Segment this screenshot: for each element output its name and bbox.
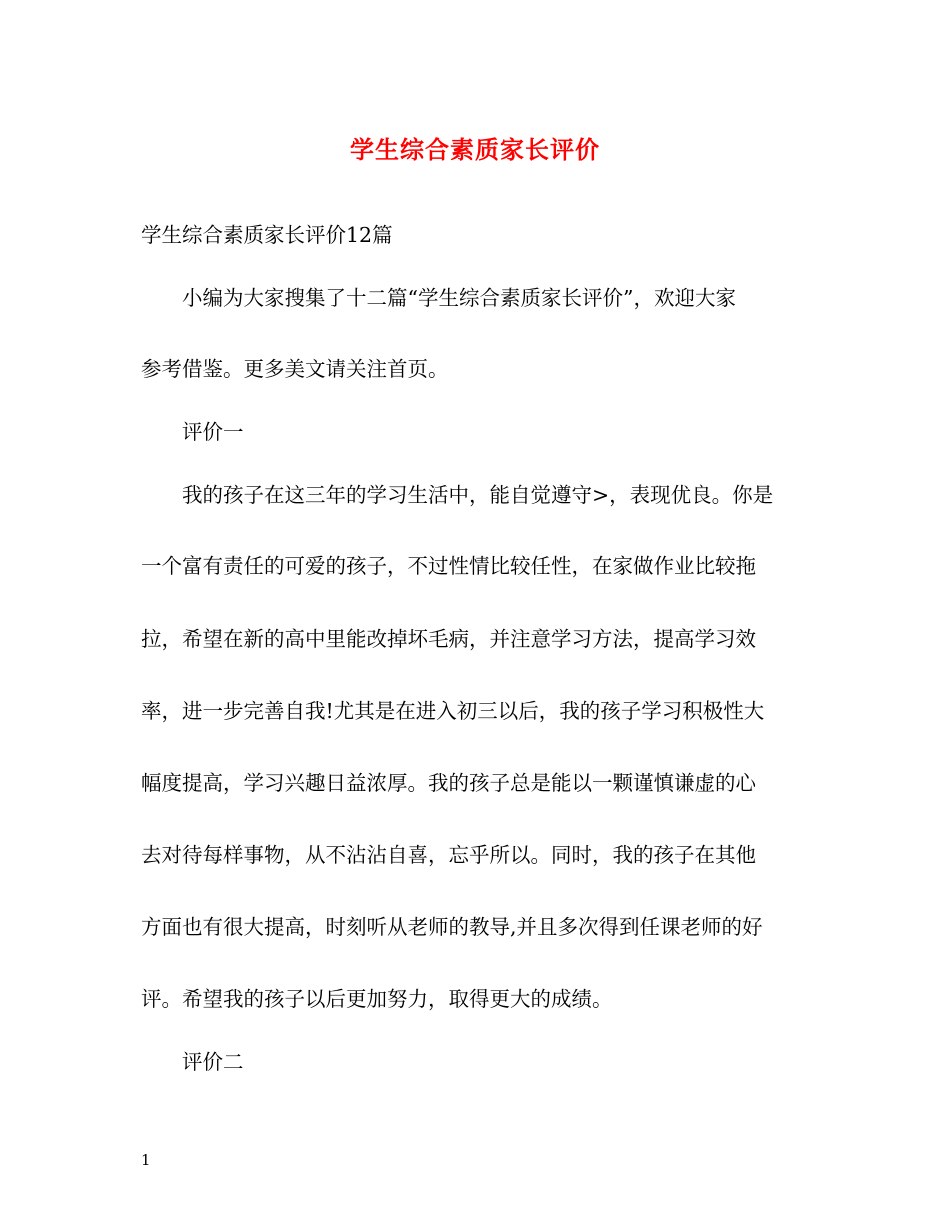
section1-line-6: 去对待每样事物，从不沾沾自喜，忘乎所以。同时，我的孩子在其他	[141, 843, 756, 867]
section1-line-2: 一个富有责任的可爱的孩子，不过性情比较任性，在家做作业比较拖	[141, 554, 756, 578]
section1-line-5: 幅度提高，学习兴趣日益浓厚。我的孩子总是能以一颗谨慎谦虚的心	[141, 771, 756, 795]
section1-line-1: 我的孩子在这三年的学习生活中，能自觉遵守>，表现优良。你是	[182, 483, 774, 507]
intro-line-2: 参考借鉴。更多美文请关注首页。	[141, 357, 449, 381]
section-heading-2: 评价二	[182, 1050, 244, 1074]
section1-line-4: 率，进一步完善自我!尤其是在进入初三以后，我的孩子学习积极性大	[141, 699, 765, 723]
section1-line-8: 评。希望我的孩子以后更加努力，取得更大的成绩。	[141, 987, 613, 1011]
document-title: 学生综合素质家长评价	[350, 135, 600, 164]
page-number: 1	[141, 1151, 151, 1169]
section-heading-1: 评价一	[182, 420, 244, 444]
section1-line-3: 拉，希望在新的高中里能改掉坏毛病，并注意学习方法，提高学习效	[141, 627, 756, 651]
document-subtitle: 学生综合素质家长评价12篇	[141, 223, 393, 247]
section1-line-7: 方面也有很大提高，时刻听从老师的教导,并且多次得到任课老师的好	[141, 915, 763, 939]
intro-line-1: 小编为大家搜集了十二篇“学生综合素质家长评价”，欢迎大家	[182, 286, 736, 310]
